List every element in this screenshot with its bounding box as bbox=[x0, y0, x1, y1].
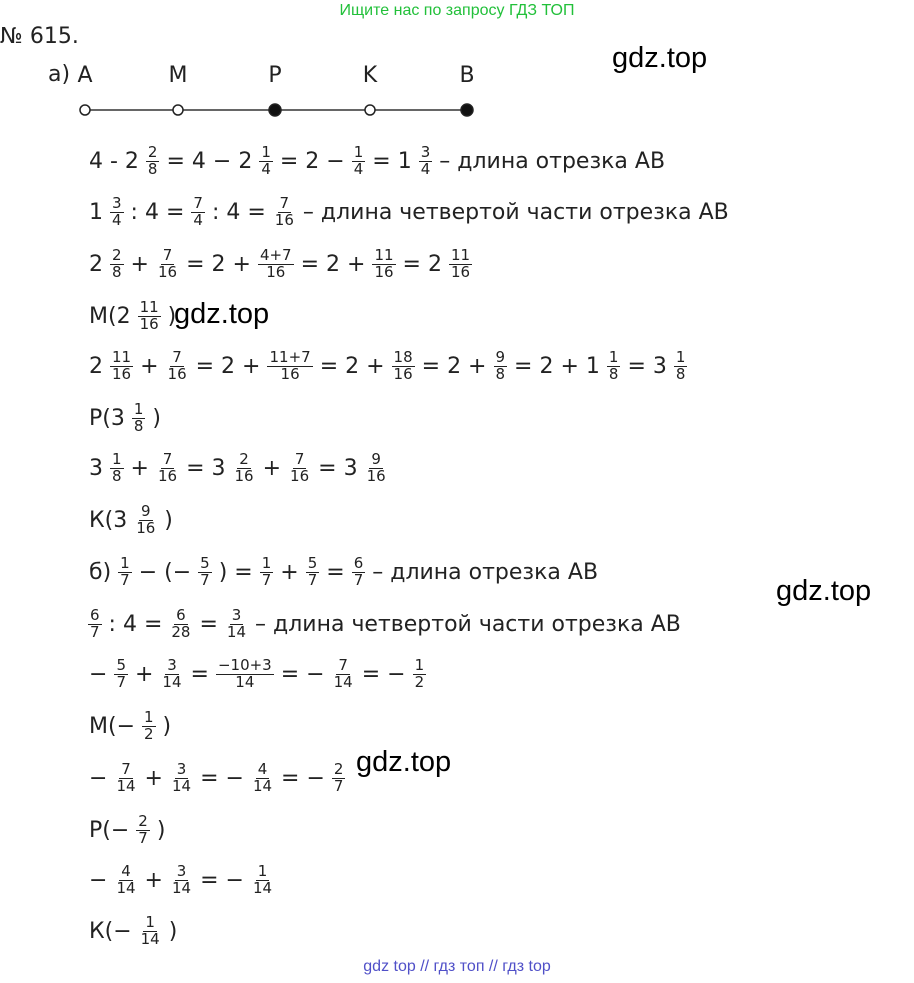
fraction-denominator: 8 bbox=[112, 466, 122, 485]
fraction bbox=[146, 145, 160, 178]
fraction-denominator: 7 bbox=[307, 570, 318, 589]
fraction-numerator: 1 bbox=[261, 143, 271, 161]
formula-text: + bbox=[140, 353, 159, 379]
fraction-denominator: 16 bbox=[280, 364, 300, 383]
formula-text: − bbox=[89, 867, 108, 893]
fraction-numerator: 4 bbox=[121, 862, 131, 880]
point-label-b: B bbox=[459, 63, 475, 88]
fraction-numerator: 2 bbox=[239, 450, 249, 468]
formula-line bbox=[85, 300, 180, 333]
fraction-numerator: 7 bbox=[121, 760, 131, 778]
formula-text: ) bbox=[156, 817, 166, 843]
fraction bbox=[413, 658, 427, 691]
fraction-denominator: 8 bbox=[147, 159, 158, 178]
fraction-numerator: 3 bbox=[420, 143, 431, 161]
fraction-numerator: 1 bbox=[257, 862, 268, 880]
formula-text: ) bbox=[167, 303, 177, 329]
fraction-numerator: 11 bbox=[450, 246, 471, 264]
fraction-denominator: 16 bbox=[266, 262, 286, 281]
watermark-3: gdz.top bbox=[776, 575, 872, 607]
fraction-denominator: 16 bbox=[112, 364, 132, 383]
fraction bbox=[110, 350, 133, 383]
formula-text: : 4 = bbox=[130, 199, 185, 225]
formula-text: = 2 + bbox=[186, 251, 251, 277]
fraction bbox=[352, 556, 366, 589]
formula-text: = 2 + bbox=[195, 353, 261, 379]
fraction-denominator: 14 bbox=[333, 672, 353, 691]
formula-line bbox=[85, 196, 733, 229]
fraction bbox=[306, 556, 320, 589]
fraction bbox=[674, 350, 688, 383]
formula-text: 4 - 2 bbox=[89, 148, 139, 174]
fraction-numerator: 3 bbox=[176, 760, 187, 778]
formula-line bbox=[85, 556, 602, 589]
fraction bbox=[494, 350, 508, 383]
formula-text: = 4 − 2 bbox=[166, 148, 253, 174]
fraction bbox=[134, 504, 157, 537]
fraction-numerator: 6 bbox=[353, 554, 364, 572]
problem-number: № 615. bbox=[0, 24, 79, 49]
fraction bbox=[267, 350, 312, 383]
fraction-numerator: 11 bbox=[139, 298, 159, 316]
fraction-numerator: 11 bbox=[112, 348, 132, 366]
formula-text: ) bbox=[152, 405, 161, 431]
formula-text: − bbox=[89, 661, 108, 687]
fraction bbox=[233, 452, 256, 485]
fraction-denominator: 14 bbox=[171, 878, 192, 897]
formula-text: ) bbox=[162, 713, 172, 739]
fraction bbox=[110, 248, 124, 281]
formula-text: = − bbox=[280, 661, 325, 687]
formula-line bbox=[85, 864, 277, 897]
fraction-denominator: 28 bbox=[171, 622, 191, 641]
formula-text: = − bbox=[200, 867, 244, 893]
formula-text: ) bbox=[168, 918, 178, 944]
formula-text: б) bbox=[89, 559, 112, 585]
point-label-k: K bbox=[362, 63, 378, 88]
fraction bbox=[114, 658, 128, 691]
fraction bbox=[138, 300, 161, 333]
formula-text: К(− bbox=[89, 918, 132, 944]
fraction-denominator: 7 bbox=[116, 672, 126, 691]
formula-text: = bbox=[326, 559, 345, 585]
fraction-numerator: 9 bbox=[371, 450, 381, 468]
fraction-denominator: 4 bbox=[261, 159, 271, 178]
fraction bbox=[169, 608, 192, 641]
formula-line bbox=[85, 402, 165, 435]
fraction bbox=[449, 248, 472, 281]
fraction-denominator: 4 bbox=[193, 210, 203, 229]
formula-line bbox=[85, 658, 429, 691]
fraction bbox=[258, 248, 294, 281]
formula-text: 1 bbox=[89, 199, 103, 225]
fraction-numerator: 3 bbox=[176, 862, 187, 880]
fraction-numerator: 1 bbox=[261, 554, 272, 572]
fraction bbox=[332, 762, 346, 795]
formula-text: + bbox=[280, 559, 299, 585]
fraction-denominator: 7 bbox=[353, 570, 364, 589]
fraction-denominator: 7 bbox=[261, 570, 272, 589]
fraction-numerator: 5 bbox=[200, 554, 210, 572]
formula-text: = bbox=[199, 611, 218, 637]
formula-text: – длина четвертой части отрезка АВ bbox=[255, 611, 681, 637]
fraction bbox=[607, 350, 621, 383]
fraction-numerator: 11 bbox=[374, 246, 394, 264]
point-label-a: A bbox=[77, 63, 93, 88]
formula-line bbox=[85, 814, 169, 847]
fraction-numerator: 1 bbox=[675, 348, 686, 366]
fraction-denominator: 16 bbox=[234, 466, 254, 485]
fraction-numerator: 6 bbox=[90, 606, 100, 624]
fraction-numerator: 3 bbox=[112, 194, 122, 212]
fraction bbox=[273, 196, 296, 229]
formula-line bbox=[85, 350, 690, 383]
fraction-numerator: 2 bbox=[147, 143, 158, 161]
fraction-denominator: 8 bbox=[133, 416, 144, 435]
formula-text: = − bbox=[281, 765, 325, 791]
fraction-denominator: 8 bbox=[112, 262, 122, 281]
fraction-numerator: 11+7 bbox=[269, 348, 311, 366]
fraction bbox=[392, 350, 415, 383]
formula-text: + bbox=[130, 251, 149, 277]
fraction-numerator: 1 bbox=[112, 450, 122, 468]
formula-text: – длина отрезка АВ bbox=[372, 559, 599, 585]
formula-line bbox=[85, 762, 348, 795]
point-label-m: M bbox=[168, 63, 188, 88]
fraction bbox=[251, 762, 274, 795]
formula-text: = 3 bbox=[186, 455, 226, 481]
formula-line bbox=[85, 145, 669, 178]
formula-text: + bbox=[144, 765, 163, 791]
fraction-numerator: 2 bbox=[333, 760, 344, 778]
fraction-denominator: 14 bbox=[162, 672, 182, 691]
fraction bbox=[260, 556, 274, 589]
formula-text: + bbox=[134, 661, 154, 687]
fraction-numerator: 7 bbox=[294, 450, 305, 468]
fraction bbox=[160, 658, 183, 691]
formula-text: + bbox=[144, 867, 163, 893]
point-marker-m bbox=[173, 105, 183, 115]
fraction-numerator: −10+3 bbox=[217, 656, 272, 674]
formula-line bbox=[85, 710, 175, 743]
footer-links: gdz top // гдз топ // гдз top bbox=[363, 958, 551, 975]
formula-text: 2 bbox=[89, 353, 103, 379]
fraction-denominator: 4 bbox=[112, 210, 122, 229]
fraction-denominator: 7 bbox=[120, 570, 130, 589]
formula-text: = 2 + bbox=[300, 251, 366, 277]
formula-text: ) bbox=[164, 507, 173, 533]
number-line bbox=[70, 56, 490, 126]
fraction-numerator: 7 bbox=[338, 656, 348, 674]
fraction-numerator: 7 bbox=[162, 246, 173, 264]
formula-text: = 2 + bbox=[319, 353, 385, 379]
fraction-denominator: 16 bbox=[374, 262, 394, 281]
fraction bbox=[139, 915, 162, 948]
fraction-denominator: 8 bbox=[495, 364, 506, 383]
fraction bbox=[352, 145, 366, 178]
formula-line bbox=[85, 452, 391, 485]
fraction-denominator: 14 bbox=[252, 878, 273, 897]
watermark-2: gdz.top bbox=[174, 298, 270, 330]
fraction-denominator: 16 bbox=[290, 466, 310, 485]
formula-text: М(2 bbox=[89, 303, 131, 329]
formula-text: = 2 + 1 bbox=[514, 353, 600, 379]
fraction-numerator: 7 bbox=[279, 194, 290, 212]
fraction-numerator: 1 bbox=[353, 143, 364, 161]
formula-text: + bbox=[262, 455, 282, 481]
formula-text: = 2 + bbox=[421, 353, 487, 379]
point-marker-k bbox=[365, 105, 375, 115]
fraction bbox=[251, 864, 274, 897]
fraction bbox=[225, 608, 248, 641]
fraction bbox=[142, 710, 156, 743]
fraction-numerator: 4 bbox=[257, 760, 268, 778]
fraction bbox=[332, 658, 355, 691]
fraction-denominator: 16 bbox=[157, 262, 178, 281]
fraction-denominator: 14 bbox=[171, 776, 192, 795]
fraction-denominator: 7 bbox=[90, 622, 100, 641]
fraction bbox=[259, 145, 273, 178]
fraction-denominator: 16 bbox=[139, 314, 159, 333]
formula-text: 3 bbox=[89, 455, 103, 481]
fraction-numerator: 5 bbox=[116, 656, 126, 674]
fraction-numerator: 5 bbox=[307, 554, 318, 572]
formula-text: – длина четвертой части отрезка АВ bbox=[302, 199, 729, 225]
formula-text: – длина отрезка АВ bbox=[439, 148, 666, 174]
formula-text: Р(− bbox=[89, 817, 130, 843]
fraction-numerator: 3 bbox=[167, 656, 177, 674]
fraction-numerator: 2 bbox=[112, 246, 122, 264]
formula-line bbox=[85, 915, 181, 948]
fraction-denominator: 16 bbox=[450, 262, 471, 281]
formula-text: = 2 − bbox=[279, 148, 345, 174]
fraction-denominator: 16 bbox=[157, 466, 178, 485]
fraction bbox=[419, 145, 433, 178]
formula-text: К(3 bbox=[89, 507, 128, 533]
fraction bbox=[288, 452, 311, 485]
point-marker-a bbox=[80, 105, 90, 115]
fraction-denominator: 14 bbox=[116, 878, 136, 897]
fraction-denominator: 16 bbox=[136, 518, 156, 537]
formula-text: = − bbox=[361, 661, 406, 687]
fraction-numerator: 4+7 bbox=[259, 246, 292, 264]
fraction-numerator: 7 bbox=[172, 348, 182, 366]
fraction-denominator: 2 bbox=[414, 672, 425, 691]
formula-text: = 1 bbox=[372, 148, 412, 174]
fraction bbox=[136, 814, 150, 847]
fraction bbox=[118, 556, 132, 589]
fraction bbox=[166, 350, 189, 383]
fraction-numerator: 1 bbox=[608, 348, 619, 366]
watermark-4: gdz.top bbox=[356, 746, 452, 778]
part-a-label: а) bbox=[48, 62, 71, 87]
fraction-denominator: 16 bbox=[167, 364, 187, 383]
fraction-denominator: 8 bbox=[675, 364, 686, 383]
fraction-denominator: 4 bbox=[420, 159, 431, 178]
fraction-numerator: 18 bbox=[393, 348, 413, 366]
fraction-denominator: 8 bbox=[608, 364, 619, 383]
fraction bbox=[372, 248, 395, 281]
fraction-numerator: 1 bbox=[120, 554, 130, 572]
fraction-numerator: 1 bbox=[414, 656, 425, 674]
fraction bbox=[110, 196, 124, 229]
fraction-denominator: 16 bbox=[366, 466, 386, 485]
point-marker-p bbox=[269, 104, 281, 116]
point-marker-b bbox=[461, 104, 473, 116]
formula-text: Р(3 bbox=[89, 405, 125, 431]
fraction-denominator: 14 bbox=[140, 929, 160, 948]
formula-text: = 2 bbox=[402, 251, 442, 277]
fraction-denominator: 7 bbox=[333, 776, 344, 795]
point-label-p: P bbox=[268, 63, 282, 88]
formula-text: 2 bbox=[89, 251, 103, 277]
fraction bbox=[216, 658, 274, 691]
fraction-denominator: 2 bbox=[144, 724, 154, 743]
fraction-numerator: 2 bbox=[138, 812, 148, 830]
formula-text: = − bbox=[200, 765, 244, 791]
watermark-1: gdz.top bbox=[612, 42, 708, 74]
fraction bbox=[114, 762, 137, 795]
fraction-denominator: 7 bbox=[200, 570, 210, 589]
fraction bbox=[156, 248, 179, 281]
fraction-denominator: 14 bbox=[116, 776, 136, 795]
fraction-numerator: 7 bbox=[193, 194, 203, 212]
formula-line bbox=[85, 504, 177, 537]
fraction-denominator: 7 bbox=[138, 828, 148, 847]
fraction bbox=[132, 402, 146, 435]
fraction bbox=[88, 608, 102, 641]
formula-text: = bbox=[190, 661, 209, 687]
formula-text: М(− bbox=[89, 713, 135, 739]
fraction-numerator: 6 bbox=[176, 606, 186, 624]
fraction-denominator: 14 bbox=[226, 622, 247, 641]
fraction-numerator: 9 bbox=[140, 502, 151, 520]
formula-text: − bbox=[89, 765, 108, 791]
formula-line bbox=[85, 608, 685, 641]
fraction-denominator: 16 bbox=[393, 364, 413, 383]
fraction-numerator: 1 bbox=[144, 708, 154, 726]
fraction-numerator: 1 bbox=[133, 400, 144, 418]
formula-line bbox=[85, 248, 475, 281]
fraction-numerator: 3 bbox=[231, 606, 242, 624]
formula-text: = 3 bbox=[627, 353, 667, 379]
fraction-numerator: 9 bbox=[495, 348, 506, 366]
formula-text: + bbox=[130, 455, 149, 481]
fraction-denominator: 14 bbox=[235, 672, 255, 691]
formula-text: = 3 bbox=[318, 455, 358, 481]
fraction bbox=[191, 196, 205, 229]
fraction bbox=[365, 452, 388, 485]
formula-text: : 4 = bbox=[108, 611, 163, 637]
fraction bbox=[110, 452, 124, 485]
fraction-denominator: 16 bbox=[274, 210, 294, 229]
fraction bbox=[198, 556, 212, 589]
fraction bbox=[114, 864, 137, 897]
formula-text: ) = bbox=[218, 559, 253, 585]
search-banner: Ищите нас по запросу ГДЗ ТОП bbox=[339, 2, 575, 19]
fraction-numerator: 1 bbox=[145, 913, 155, 931]
fraction bbox=[170, 762, 193, 795]
fraction bbox=[156, 452, 179, 485]
fraction bbox=[170, 864, 193, 897]
formula-text: − (− bbox=[138, 559, 192, 585]
fraction-numerator: 7 bbox=[162, 450, 173, 468]
fraction-denominator: 4 bbox=[353, 159, 364, 178]
fraction-denominator: 14 bbox=[252, 776, 273, 795]
formula-text: : 4 = bbox=[211, 199, 266, 225]
